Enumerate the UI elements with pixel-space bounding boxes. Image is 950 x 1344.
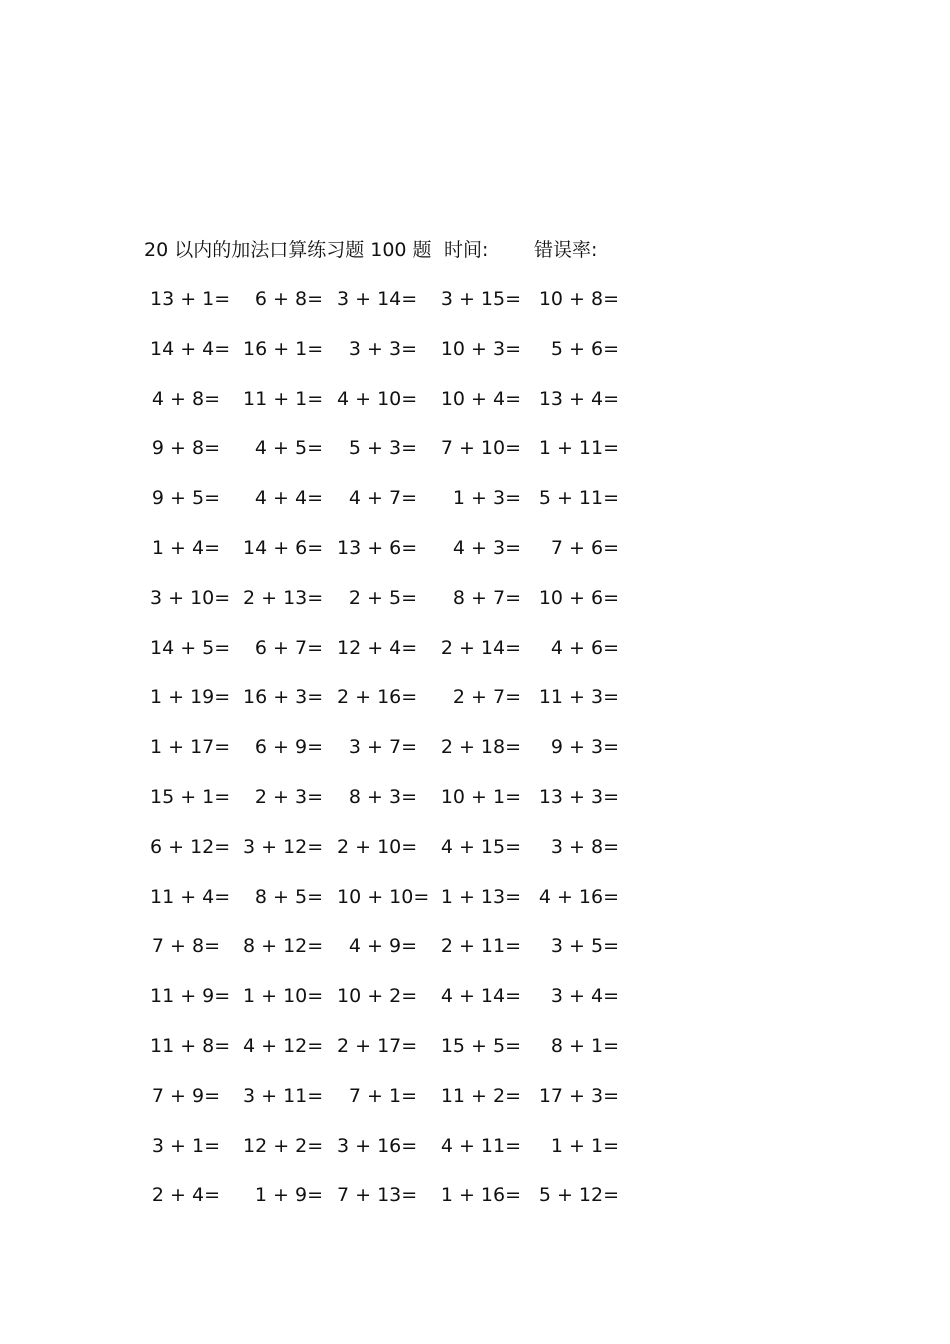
addition-problem: 14 + 6= bbox=[243, 537, 324, 559]
addition-problem: 13 + 6= bbox=[337, 537, 418, 559]
addition-problem: 3 + 16= bbox=[337, 1135, 418, 1157]
addition-problem: 13 + 1= bbox=[150, 288, 231, 310]
addition-problem: 6 + 9= bbox=[254, 736, 323, 758]
addition-problem: 3 + 12= bbox=[243, 836, 324, 858]
addition-problem: 2 + 13= bbox=[243, 587, 324, 609]
addition-problem: 1 + 10= bbox=[243, 985, 324, 1007]
addition-problem: 10 + 1= bbox=[440, 786, 521, 808]
addition-problem: 10 + 4= bbox=[440, 388, 521, 410]
addition-problem: 11 + 4= bbox=[150, 886, 231, 908]
addition-problem: 7 + 13= bbox=[337, 1184, 418, 1206]
addition-problem: 17 + 3= bbox=[538, 1085, 619, 1107]
worksheet-title: 20 以内的加法口算练习题 100 题 bbox=[144, 239, 432, 261]
addition-problem: 2 + 11= bbox=[440, 935, 521, 957]
addition-problem: 10 + 2= bbox=[337, 985, 418, 1007]
addition-problem: 8 + 3= bbox=[348, 786, 417, 808]
addition-problem: 14 + 4= bbox=[150, 338, 231, 360]
addition-problem: 9 + 5= bbox=[151, 487, 220, 509]
addition-problem: 7 + 8= bbox=[151, 935, 220, 957]
addition-problem: 2 + 4= bbox=[151, 1184, 220, 1206]
time-label: 时间: bbox=[444, 239, 489, 261]
addition-problem: 3 + 1= bbox=[151, 1135, 220, 1157]
addition-problem: 6 + 7= bbox=[254, 637, 323, 659]
addition-problem: 1 + 1= bbox=[550, 1135, 619, 1157]
addition-problem: 6 + 12= bbox=[150, 836, 231, 858]
addition-problem: 1 + 19= bbox=[150, 686, 231, 708]
addition-problem: 10 + 6= bbox=[538, 587, 619, 609]
addition-problem: 9 + 3= bbox=[550, 736, 619, 758]
addition-problem: 6 + 8= bbox=[254, 288, 323, 310]
addition-problem: 3 + 5= bbox=[550, 935, 619, 957]
addition-problem: 13 + 4= bbox=[538, 388, 619, 410]
addition-problem: 5 + 12= bbox=[538, 1184, 619, 1206]
addition-problem: 10 + 3= bbox=[440, 338, 521, 360]
addition-problem: 13 + 3= bbox=[538, 786, 619, 808]
addition-problem: 1 + 11= bbox=[538, 437, 619, 459]
addition-problem: 4 + 10= bbox=[337, 388, 418, 410]
addition-problem: 4 + 5= bbox=[254, 437, 323, 459]
addition-problem: 4 + 11= bbox=[440, 1135, 521, 1157]
addition-problem: 4 + 8= bbox=[151, 388, 220, 410]
addition-problem: 7 + 10= bbox=[440, 437, 521, 459]
addition-problem: 3 + 14= bbox=[337, 288, 418, 310]
addition-problem: 2 + 18= bbox=[440, 736, 521, 758]
addition-problem: 4 + 4= bbox=[254, 487, 323, 509]
addition-problem: 5 + 11= bbox=[538, 487, 619, 509]
addition-problem: 11 + 3= bbox=[538, 686, 619, 708]
addition-problem: 2 + 3= bbox=[254, 786, 323, 808]
addition-problem: 7 + 9= bbox=[151, 1085, 220, 1107]
addition-problem: 14 + 5= bbox=[150, 637, 231, 659]
addition-problem: 2 + 10= bbox=[337, 836, 418, 858]
addition-problem: 1 + 3= bbox=[452, 487, 521, 509]
addition-problem: 8 + 5= bbox=[254, 886, 323, 908]
addition-problem: 1 + 9= bbox=[254, 1184, 323, 1206]
addition-problem: 4 + 12= bbox=[243, 1035, 324, 1057]
addition-problem: 1 + 4= bbox=[151, 537, 220, 559]
addition-problem: 11 + 9= bbox=[150, 985, 231, 1007]
addition-problem: 10 + 10= bbox=[337, 886, 430, 908]
addition-problem: 12 + 2= bbox=[243, 1135, 324, 1157]
addition-problem: 3 + 3= bbox=[348, 338, 417, 360]
addition-problem: 4 + 16= bbox=[538, 886, 619, 908]
addition-problem: 4 + 7= bbox=[348, 487, 417, 509]
addition-problem: 11 + 8= bbox=[150, 1035, 231, 1057]
addition-problem: 5 + 3= bbox=[348, 437, 417, 459]
addition-problem: 2 + 7= bbox=[452, 686, 521, 708]
addition-problem: 15 + 5= bbox=[440, 1035, 521, 1057]
addition-problem: 1 + 13= bbox=[440, 886, 521, 908]
addition-problem: 8 + 12= bbox=[243, 935, 324, 957]
addition-problem: 2 + 17= bbox=[337, 1035, 418, 1057]
addition-problem: 4 + 9= bbox=[348, 935, 417, 957]
addition-problem: 2 + 5= bbox=[348, 587, 417, 609]
addition-problem: 3 + 8= bbox=[550, 836, 619, 858]
addition-problem: 15 + 1= bbox=[150, 786, 231, 808]
addition-problem: 1 + 16= bbox=[440, 1184, 521, 1206]
addition-problem: 7 + 1= bbox=[348, 1085, 417, 1107]
addition-problem: 11 + 1= bbox=[243, 388, 324, 410]
addition-problem: 4 + 14= bbox=[440, 985, 521, 1007]
addition-problem: 8 + 7= bbox=[452, 587, 521, 609]
addition-problem: 5 + 6= bbox=[550, 338, 619, 360]
addition-problem: 2 + 14= bbox=[440, 637, 521, 659]
addition-problem: 7 + 6= bbox=[550, 537, 619, 559]
error-rate-label: 错误率: bbox=[534, 239, 598, 261]
addition-problem: 12 + 4= bbox=[337, 637, 418, 659]
addition-problem: 11 + 2= bbox=[440, 1085, 521, 1107]
addition-problem: 8 + 1= bbox=[550, 1035, 619, 1057]
addition-problem: 3 + 11= bbox=[243, 1085, 324, 1107]
addition-problem: 3 + 7= bbox=[348, 736, 417, 758]
addition-problem: 16 + 3= bbox=[243, 686, 324, 708]
addition-problem: 10 + 8= bbox=[538, 288, 619, 310]
addition-problem: 1 + 17= bbox=[150, 736, 231, 758]
addition-problem: 3 + 10= bbox=[150, 587, 231, 609]
addition-problem: 16 + 1= bbox=[243, 338, 324, 360]
addition-problem: 4 + 6= bbox=[550, 637, 619, 659]
addition-problem: 4 + 3= bbox=[452, 537, 521, 559]
addition-problem: 9 + 8= bbox=[151, 437, 220, 459]
addition-problem: 4 + 15= bbox=[440, 836, 521, 858]
addition-problem: 3 + 15= bbox=[440, 288, 521, 310]
addition-problem: 3 + 4= bbox=[550, 985, 619, 1007]
addition-problem: 2 + 16= bbox=[337, 686, 418, 708]
